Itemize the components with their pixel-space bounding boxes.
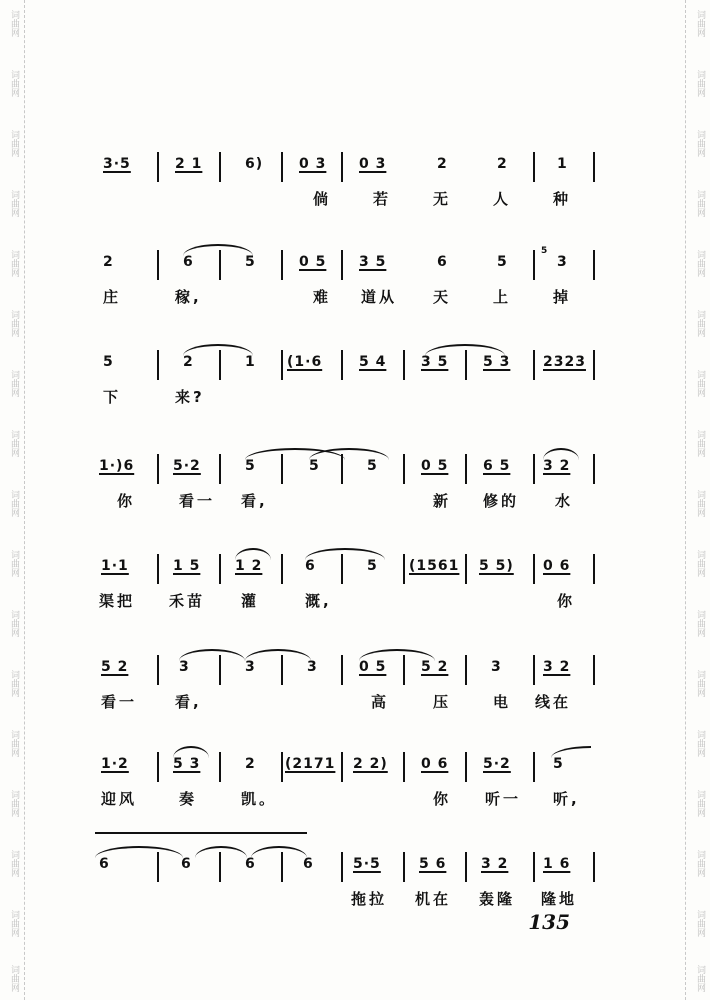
watermark: 词曲网 xyxy=(695,550,705,577)
watermark: 词曲网 xyxy=(695,310,705,337)
lyric: 新 xyxy=(433,492,452,510)
watermark: 词曲网 xyxy=(9,430,19,457)
watermark: 词曲网 xyxy=(9,790,19,817)
note-cell: 5 6 xyxy=(419,856,447,872)
lyric: 种 xyxy=(553,190,572,208)
page-number: 135 xyxy=(528,910,570,934)
note-cell: 3 xyxy=(557,254,568,270)
note-cell: 1·1 xyxy=(101,558,129,574)
watermark: 词曲网 xyxy=(9,250,19,277)
note-cell: 5 5) xyxy=(479,558,514,574)
watermark: 词曲网 xyxy=(9,850,19,877)
lyric: 上 xyxy=(493,288,512,306)
lyric: 水 xyxy=(555,492,574,510)
lyric: 听一 xyxy=(485,790,522,808)
note-cell: 3 5 xyxy=(359,254,387,270)
note-cell: (2171 xyxy=(285,756,336,772)
barline xyxy=(465,454,467,484)
note-cell: 5 2 xyxy=(101,659,129,675)
note-cell: 0 3 xyxy=(359,156,387,172)
watermark: 词曲网 xyxy=(695,790,705,817)
lyric: 听, xyxy=(553,790,580,808)
score-line-7 xyxy=(95,752,600,812)
barline xyxy=(157,152,159,182)
barline xyxy=(341,152,343,182)
barline xyxy=(533,250,535,280)
barline xyxy=(157,655,159,685)
lyric: 迎风 xyxy=(101,790,138,808)
barline xyxy=(157,752,159,782)
note-cell: 5 xyxy=(497,254,508,270)
score-line-1 xyxy=(95,152,600,212)
lyric: 溉, xyxy=(305,592,332,610)
lyric: 看一 xyxy=(179,492,216,510)
barline xyxy=(533,454,535,484)
barline xyxy=(281,250,283,280)
barline xyxy=(465,350,467,380)
barline xyxy=(533,152,535,182)
watermark: 词曲网 xyxy=(695,850,705,877)
note-cell: 2 2) xyxy=(353,756,388,772)
note-cell: 5 4 xyxy=(359,354,387,370)
note-cell: 2323 xyxy=(543,354,586,370)
lyric: 难 xyxy=(313,288,332,306)
barline xyxy=(219,250,221,280)
tie-line xyxy=(95,832,307,844)
note-cell: 3 xyxy=(179,659,190,675)
barline xyxy=(403,655,405,685)
lyric: 稼, xyxy=(175,288,202,306)
note-cell: 0 5 xyxy=(359,659,387,675)
watermark: 词曲网 xyxy=(695,130,705,157)
watermark: 词曲网 xyxy=(695,490,705,517)
barline xyxy=(341,752,343,782)
barline xyxy=(341,454,343,484)
lyric: 道从 xyxy=(361,288,398,306)
note-cell: (1561 xyxy=(409,558,460,574)
barline xyxy=(281,152,283,182)
lyric: 天 xyxy=(433,288,452,306)
barline xyxy=(281,454,283,484)
note-cell: 3 2 xyxy=(543,458,571,474)
lyric: 轰隆 xyxy=(479,890,516,908)
lyric: 压 xyxy=(433,693,452,711)
barline xyxy=(219,454,221,484)
note-cell: 2 xyxy=(103,254,114,270)
lyric: 线在 xyxy=(535,693,572,711)
barline xyxy=(341,655,343,685)
note-cell: 5 xyxy=(103,354,114,370)
watermark: 词曲网 xyxy=(695,70,705,97)
lyric: 看, xyxy=(175,693,202,711)
lyric: 你 xyxy=(117,492,136,510)
lyric: 倘 xyxy=(313,190,332,208)
lyric: 高 xyxy=(371,693,390,711)
watermark: 词曲网 xyxy=(9,310,19,337)
note-cell: 6 xyxy=(303,856,314,872)
score-line-8 xyxy=(95,852,600,912)
lyric: 渠把 xyxy=(99,592,136,610)
watermark: 词曲网 xyxy=(695,730,705,757)
barline xyxy=(593,250,595,280)
barline xyxy=(593,350,595,380)
note-cell: 1 6 xyxy=(543,856,571,872)
watermark: 词曲网 xyxy=(9,550,19,577)
note-cell: 2 xyxy=(437,156,448,172)
watermark: 词曲网 xyxy=(9,130,19,157)
lyric: 人 xyxy=(493,190,512,208)
lyric: 隆地 xyxy=(541,890,578,908)
slur-mark xyxy=(195,846,247,858)
barline xyxy=(533,350,535,380)
note-cell: 2 xyxy=(245,756,256,772)
note-cell: 5 3 xyxy=(483,354,511,370)
barline xyxy=(593,655,595,685)
lyric: 修的 xyxy=(483,492,520,510)
barline xyxy=(341,250,343,280)
barline xyxy=(219,655,221,685)
lyric: 你 xyxy=(433,790,452,808)
note-cell: (1·6 xyxy=(287,354,323,370)
lyric: 看, xyxy=(241,492,268,510)
note-cell: 2 xyxy=(183,354,194,370)
note-cell: 6 xyxy=(99,856,110,872)
note-cell: 5 xyxy=(245,458,256,474)
barline xyxy=(219,554,221,584)
barline xyxy=(341,554,343,584)
barline xyxy=(403,454,405,484)
barline xyxy=(281,852,283,882)
barline xyxy=(533,752,535,782)
barline xyxy=(219,852,221,882)
barline xyxy=(157,554,159,584)
note-cell: 3·5 xyxy=(103,156,131,172)
note-cell: 3 2 xyxy=(481,856,509,872)
lyric: 庄 xyxy=(103,288,122,306)
note-cell: 5·2 xyxy=(483,756,511,772)
note-cell: 0 6 xyxy=(421,756,449,772)
barline xyxy=(281,752,283,782)
barline xyxy=(219,152,221,182)
barline xyxy=(157,350,159,380)
watermark: 词曲网 xyxy=(695,965,705,992)
watermark: 词曲网 xyxy=(695,370,705,397)
watermark: 词曲网 xyxy=(695,910,705,937)
note-cell: 2 xyxy=(497,156,508,172)
note-cell: 6 xyxy=(183,254,194,270)
barline xyxy=(403,554,405,584)
watermark: 词曲网 xyxy=(695,250,705,277)
barline xyxy=(281,554,283,584)
score-line-5 xyxy=(95,554,600,614)
barline xyxy=(341,350,343,380)
note-cell: 6) xyxy=(245,156,264,172)
note-cell: 3 5 xyxy=(421,354,449,370)
watermark: 词曲网 xyxy=(695,610,705,637)
barline xyxy=(281,350,283,380)
barline xyxy=(403,852,405,882)
barline xyxy=(465,852,467,882)
barline xyxy=(533,852,535,882)
note-cell: 5 xyxy=(367,458,378,474)
slur-mark xyxy=(251,846,307,858)
note-cell: 3 xyxy=(491,659,502,675)
score-line-6 xyxy=(95,655,600,715)
lyric: 来? xyxy=(175,388,205,406)
note-cell: 5·2 xyxy=(173,458,201,474)
note-cell: 1 xyxy=(245,354,256,370)
left-watermark-column xyxy=(0,0,25,1000)
grace-note: 5 xyxy=(541,246,549,256)
barline xyxy=(219,350,221,380)
barline xyxy=(341,852,343,882)
barline xyxy=(593,554,595,584)
note-cell: 6 xyxy=(245,856,256,872)
barline xyxy=(533,554,535,584)
lyric: 电 xyxy=(493,693,512,711)
barline xyxy=(465,554,467,584)
barline xyxy=(157,250,159,280)
note-cell: 3 xyxy=(307,659,318,675)
barline xyxy=(157,454,159,484)
note-cell: 3 xyxy=(245,659,256,675)
lyric: 灌 xyxy=(241,592,260,610)
watermark: 词曲网 xyxy=(9,370,19,397)
note-cell: 1·)6 xyxy=(99,458,135,474)
note-cell: 5 xyxy=(367,558,378,574)
lyric: 掉 xyxy=(553,288,572,306)
note-cell: 1 5 xyxy=(173,558,201,574)
watermark: 词曲网 xyxy=(9,910,19,937)
note-cell: 5 xyxy=(553,756,564,772)
lyric: 机在 xyxy=(415,890,452,908)
barline xyxy=(219,752,221,782)
barline xyxy=(281,655,283,685)
barline xyxy=(465,752,467,782)
note-cell: 5 xyxy=(309,458,320,474)
watermark: 词曲网 xyxy=(9,730,19,757)
note-cell: 0 5 xyxy=(421,458,449,474)
lyric: 禾苗 xyxy=(169,592,206,610)
lyric: 若 xyxy=(373,190,392,208)
lyric: 拖拉 xyxy=(351,890,388,908)
lyric: 凯。 xyxy=(241,790,278,808)
score-line-3 xyxy=(95,350,600,410)
note-cell: 0 5 xyxy=(299,254,327,270)
note-cell: 1 2 xyxy=(235,558,263,574)
watermark: 词曲网 xyxy=(695,10,705,37)
note-cell: 6 xyxy=(181,856,192,872)
barline xyxy=(593,152,595,182)
note-cell: 6 5 xyxy=(483,458,511,474)
watermark: 词曲网 xyxy=(9,190,19,217)
right-watermark-column xyxy=(685,0,710,1000)
watermark: 词曲网 xyxy=(9,965,19,992)
lyric: 奏 xyxy=(179,790,198,808)
note-cell: 1·2 xyxy=(101,756,129,772)
note-cell: 0 3 xyxy=(299,156,327,172)
note-cell: 6 xyxy=(305,558,316,574)
watermark: 词曲网 xyxy=(9,490,19,517)
note-cell: 6 xyxy=(437,254,448,270)
barline xyxy=(465,655,467,685)
watermark: 词曲网 xyxy=(695,670,705,697)
barline xyxy=(403,752,405,782)
watermark: 词曲网 xyxy=(9,610,19,637)
watermark: 词曲网 xyxy=(695,190,705,217)
lyric: 看一 xyxy=(101,693,138,711)
barline xyxy=(593,852,595,882)
note-cell: 5 xyxy=(245,254,256,270)
lyric: 下 xyxy=(103,388,122,406)
lyric: 你 xyxy=(557,592,576,610)
watermark: 词曲网 xyxy=(9,70,19,97)
note-cell: 0 6 xyxy=(543,558,571,574)
barline xyxy=(157,852,159,882)
watermark: 词曲网 xyxy=(695,430,705,457)
watermark: 词曲网 xyxy=(9,670,19,697)
score-line-4 xyxy=(95,454,600,514)
note-cell: 1 xyxy=(557,156,568,172)
note-cell: 3 2 xyxy=(543,659,571,675)
note-cell: 5 2 xyxy=(421,659,449,675)
note-cell: 5·5 xyxy=(353,856,381,872)
note-cell: 5 3 xyxy=(173,756,201,772)
barline xyxy=(403,350,405,380)
note-cell: 2 1 xyxy=(175,156,203,172)
barline xyxy=(593,454,595,484)
barline xyxy=(533,655,535,685)
lyric: 无 xyxy=(433,190,452,208)
watermark: 词曲网 xyxy=(9,10,19,37)
score-line-2 xyxy=(95,246,600,310)
